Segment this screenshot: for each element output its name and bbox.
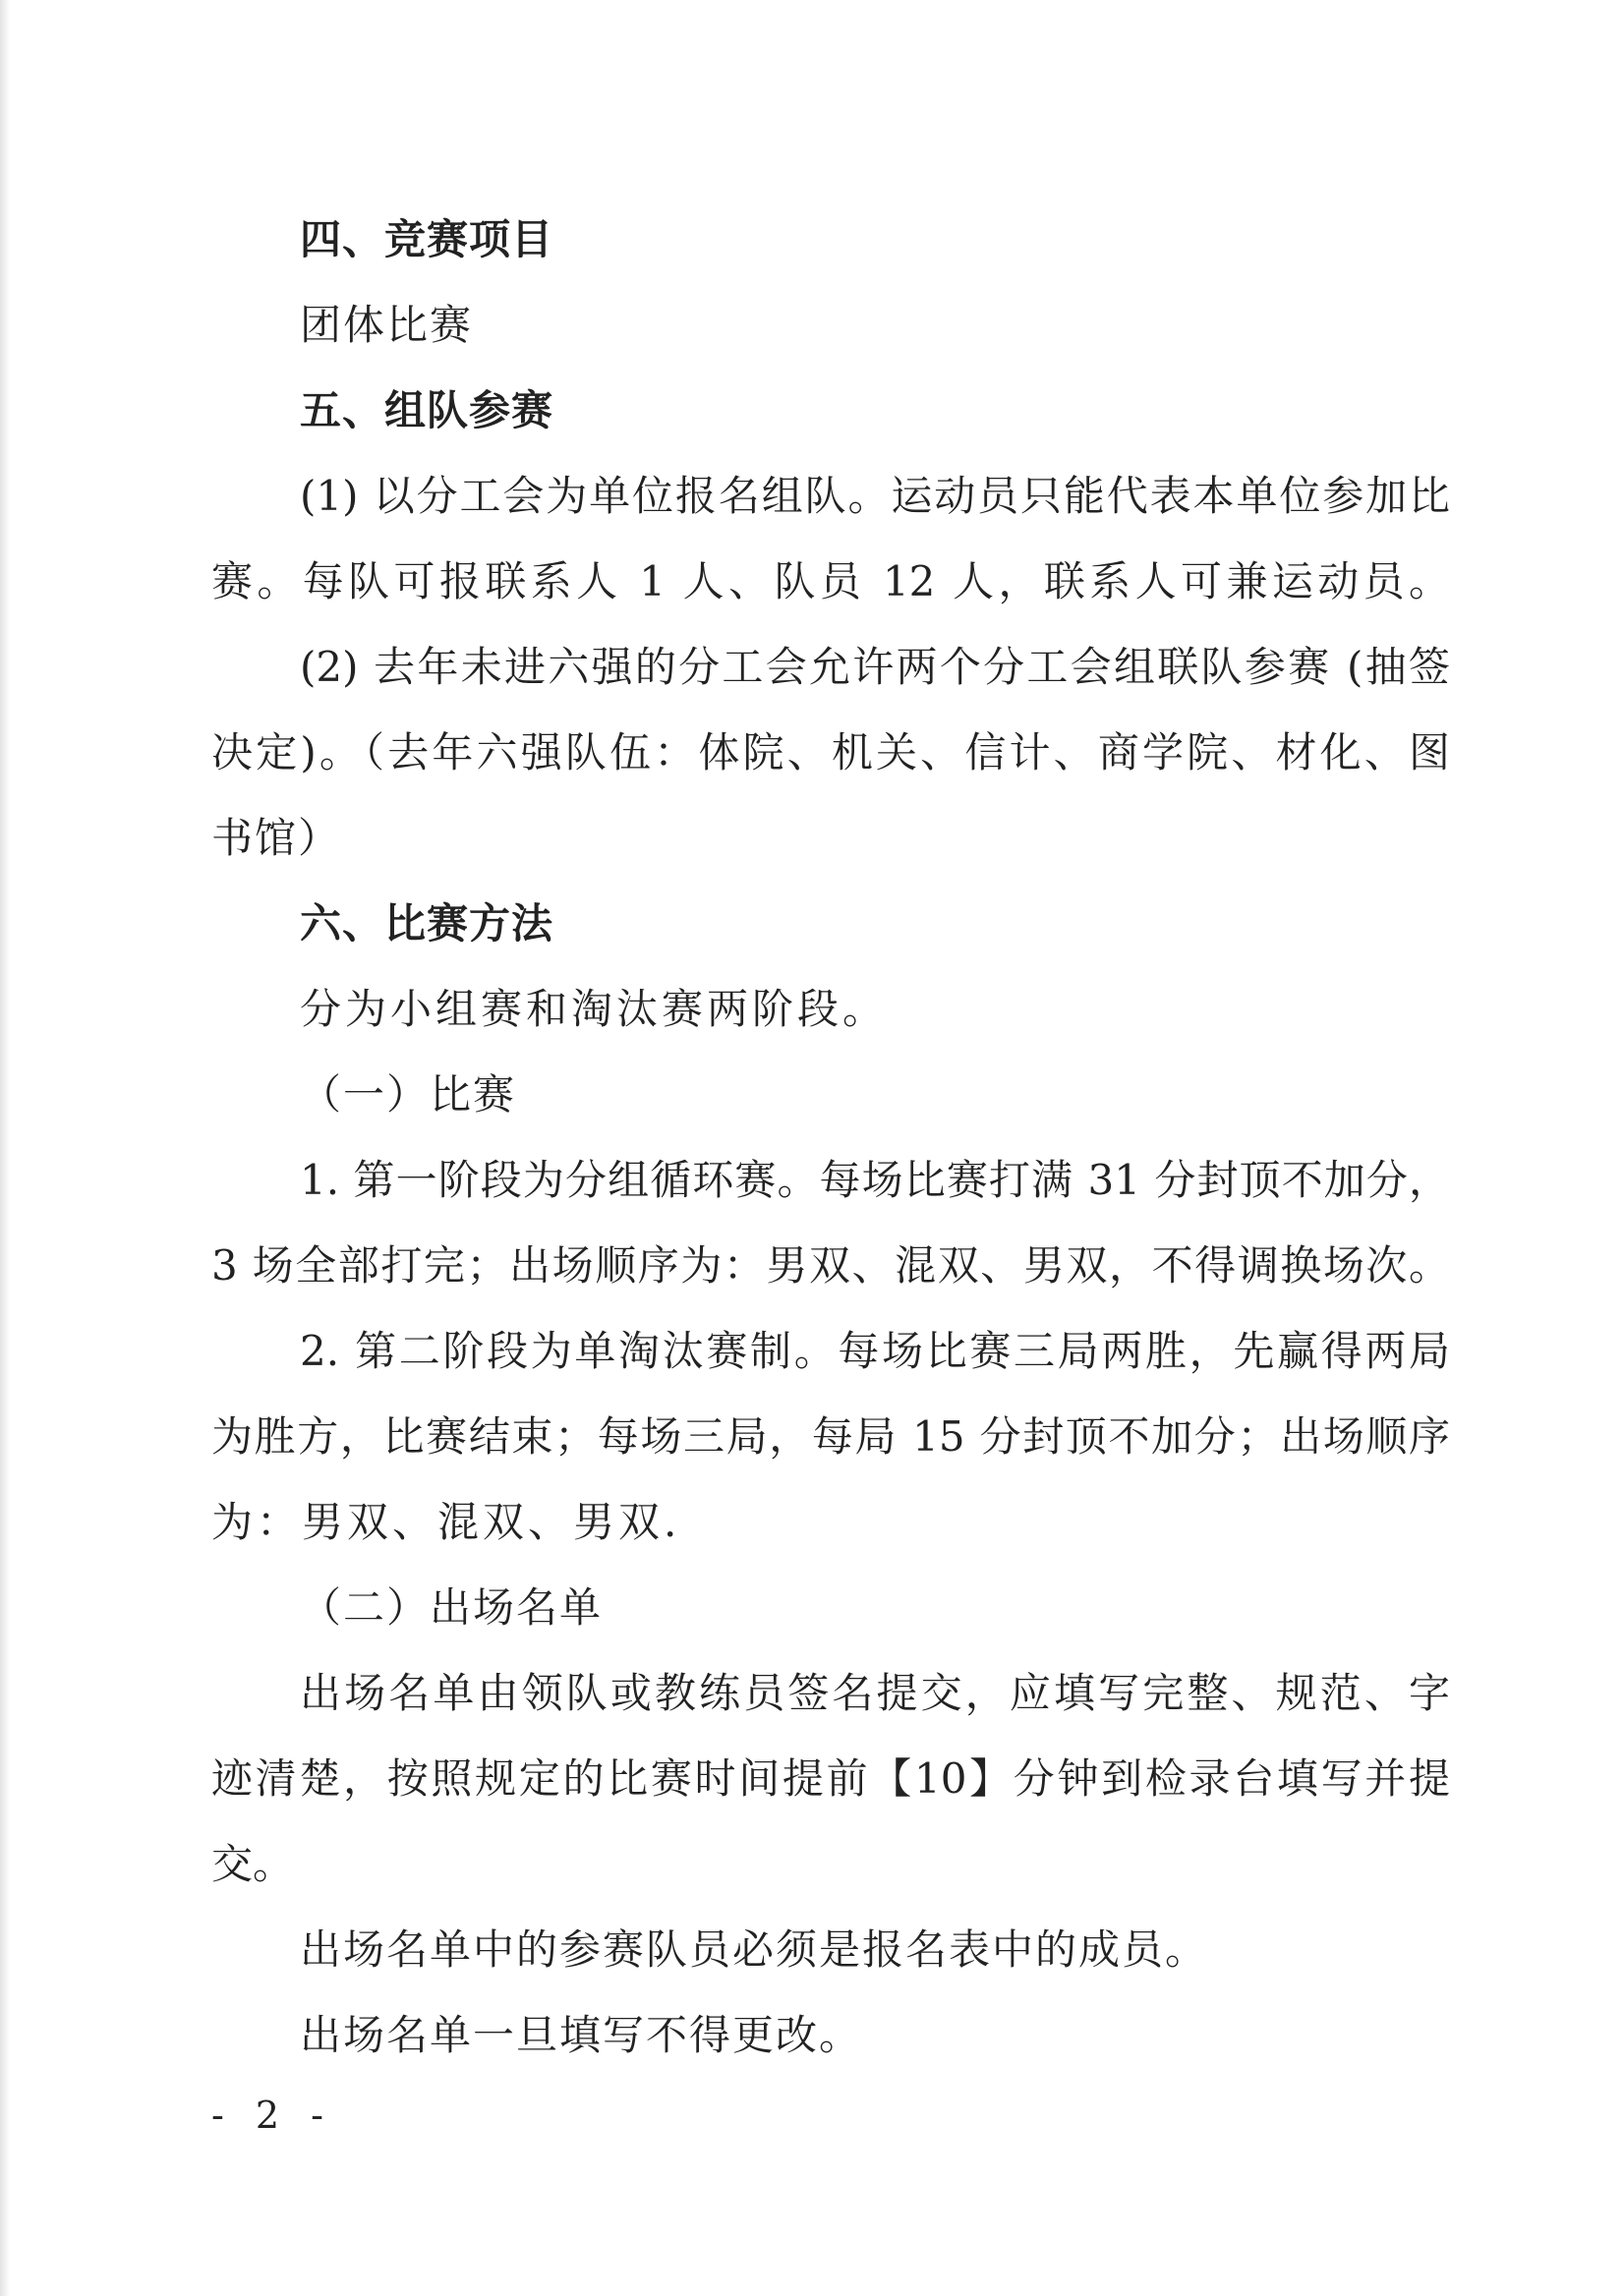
match-rule1-line2: 3 场全部打完；出场顺序为：男双、混双、男双，不得调换场次。 [211,1241,1450,1290]
team-entry-item2-line2: 决定)。（去年六强队伍：体院、机关、信计、商学院、材化、图 [211,728,1450,776]
team-entry-item1-line2: 赛。每队可报联系人 1 人、队员 12 人，联系人可兼运动员。 [211,557,1450,605]
team-entry-item2-line1: (2) 去年未进六强的分工会允许两个分工会组联队参赛 (抽签 [300,643,1450,691]
roster-rule-no-change: 出场名单一旦填写不得更改。 [300,2011,863,2059]
document-body [211,197,1450,2078]
roster-line3: 交。 [211,1840,295,1888]
page-number: - 2 - [211,2094,334,2137]
scan-edge-shadow [0,0,10,2296]
section-heading-competition-items: 四、竞赛项目 [300,215,554,263]
match-rule1-line1: 1. 第一阶段为分组循环赛。每场比赛打满 31 分封顶不加分， [300,1156,1450,1204]
roster-line1: 出场名单由领队或教练员签名提交，应填写完整、规范、字 [300,1669,1450,1717]
roster-line2: 迹清楚，按照规定的比赛时间提前【10】分钟到检录台填写并提 [211,1754,1450,1803]
subsection-heading-match: （一）比赛 [300,1070,517,1119]
subsection-heading-roster: （二）出场名单 [300,1583,604,1632]
team-entry-item2-line3: 书馆） [211,814,342,862]
team-entry-item1-line1: (1) 以分工会为单位报名组队。运动员只能代表本单位参加比 [300,472,1450,520]
competition-items-content: 团体比赛 [300,301,474,349]
match-rule2-line1: 2. 第二阶段为单淘汰赛制。每场比赛三局两胜，先赢得两局 [300,1327,1450,1375]
section-heading-team-entry: 五、组队参赛 [300,386,554,434]
match-method-intro: 分为小组赛和淘汰赛两阶段。 [300,985,889,1033]
section-heading-match-method: 六、比赛方法 [300,899,554,947]
match-rule2-line2: 为胜方，比赛结束；每场三局，每局 15 分封顶不加分；出场顺序 [211,1412,1450,1461]
match-rule2-line3: 为：男双、混双、男双. [211,1498,681,1546]
roster-rule-members: 出场名单中的参赛队员必须是报名表中的成员。 [300,1925,1209,1974]
